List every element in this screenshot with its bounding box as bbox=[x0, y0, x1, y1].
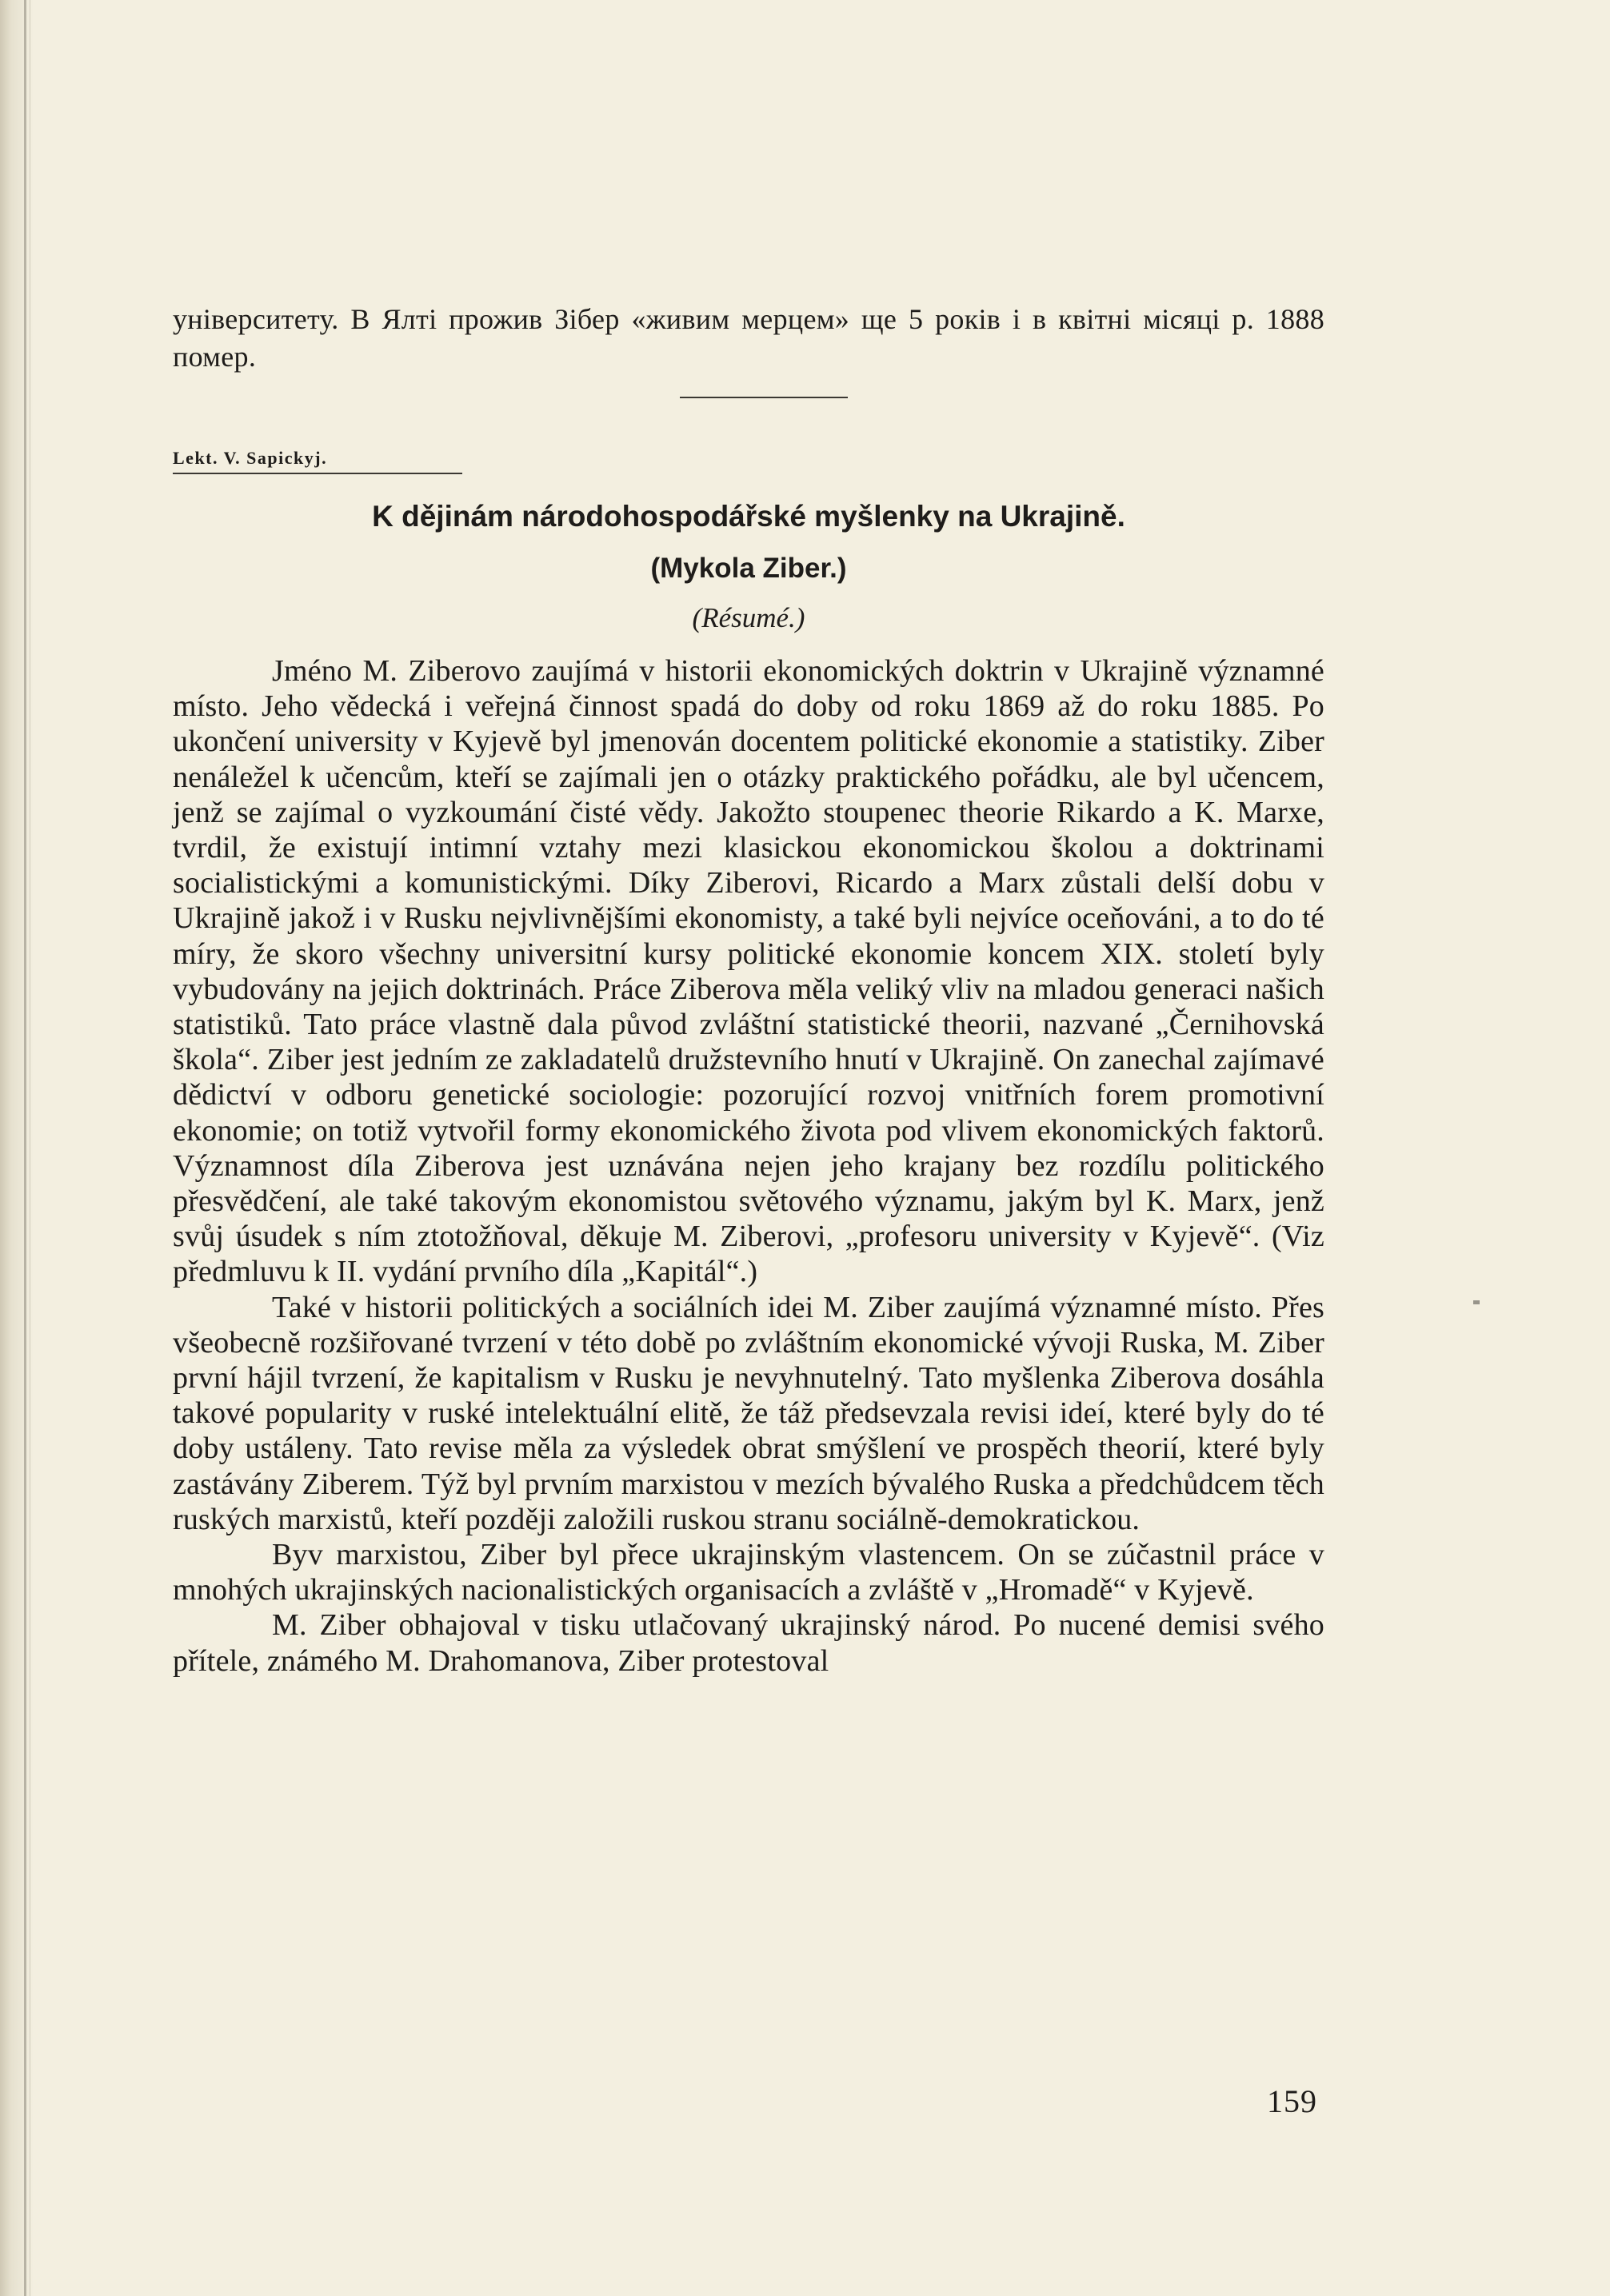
article-title: K dějinám národohospodářské myšlenky na Ukrajině. bbox=[372, 500, 1125, 533]
body-paragraph: Jméno M. Ziberovo zaujímá v historii ekonomických doktrin v Ukrajině významné místo. Jeho vědecká i veřejná činnost spadá do doby od roku 1869 až do roku 1885. Po ukončení university v Kyjevě byl jmenován docentem politické ekonomie a statistiky. Ziber nenáležel k učencům, kteří se zajímali jen o otázky praktického pořádku, ale byl učencem, jenž se zajímal o vyzkoumání čisté vědy. Jakožto stoupenec theorie Rikardo a K. Marxe, tvrdil, že existují intimní vztahy mezi klasickou ekonomickou školou a doktrinami socialistickými a komunistickými. Díky Ziberovi, Ricardo a Marx zůstali delší dobu v Ukrajině jakož i v Rusku nejvlivnějšími ekonomisty, a také byli nejvíce oceňováni, a to do té míry, že skoro všechny universitní kursy politické ekonomie koncem XIX. století byly vybudovány na jejich doktrinách. Práce Ziberova měla veliký vliv na mladou generaci našich statistiků. Tato práce vlastně dala původ zvláštní statistické theorii, nazvané „Černihovská škola“. Ziber jest jedním ze zakladatelů družstevního hnutí v Ukrajině. On zanechal zajímavé dědictví v odboru genetické sociologie: pozorující rozvoj vnitřních forem promotivní ekonomie; on totiž vytvořil formy ekonomického života pod vlivem ekonomických faktorů. Významnost díla Ziberova jest uznávána nejen jeho krajany bez rozdílu politického přesvědčení, ale také takovým ekonomistou světového významu, jakým byl K. Marx, jenž svůj úsudek s ním ztotožňoval, děkuje M. Ziberovi, „profesoru university v Kyjevě“. (Viz předmluvu k II. vydání prvního díla „Kapitál“.) bbox=[173, 654, 1324, 1289]
page-edge-shadow bbox=[0, 0, 34, 2296]
previous-article-ending: університету. В Ялті прожив Зібер «живим мерцем» ще 5 років і в квітні місяці р. 1888 помер. bbox=[173, 303, 1324, 373]
body-paragraph: M. Ziber obhajoval v tisku utlačovaný ukrajinský národ. Po nucené demisi svého přítele, známého M. Drahomanova, Ziber protestoval bbox=[173, 1608, 1324, 1678]
page-number: 159 bbox=[1267, 2083, 1317, 2119]
article-body bbox=[173, 653, 1324, 1679]
binding-spine-line bbox=[24, 0, 26, 2296]
body-paragraph: Také v historii politických a sociálních idei M. Ziber zaujímá významné místo. Přes všeobecně rozšiřované tvrzení v této době po zvláštním ekonomické vývoji Ruska, M. Ziber první hájil tvrzení, že kapitalism v Rusku je nevyhnutelný. Tato myšlenka Ziberova dosáhla takové popularity v ruské intelektuální elitě, že táž předsevzala revisi ideí, které byly do té doby ustáleny. Tato revise měla za výsledek obrat smýšlení ve prospěch theorií, které byly zastávány Ziberem. Týž byl prvním marxistou v mezích bývalého Ruska a předchůdcem těch ruských marxistů, kteří později založili ruskou stranu sociálně-demokratickou. bbox=[173, 1290, 1324, 1536]
article-subtitle: (Mykola Ziber.) bbox=[650, 553, 847, 584]
article-author: Lekt. V. Sapickyj. bbox=[173, 448, 462, 474]
body-paragraph: Byv marxistou, Ziber byl přece ukrajinským vlastencem. On se zúčastnil práce v mnohých ukrajinských nacionalistických organisacích a zvláště v „Hromadě“ v Kyjevě. bbox=[173, 1538, 1324, 1607]
resume-label: (Résumé.) bbox=[692, 602, 805, 633]
page-content bbox=[173, 301, 1324, 1679]
section-separator bbox=[680, 397, 848, 398]
print-speck bbox=[1473, 1300, 1480, 1304]
